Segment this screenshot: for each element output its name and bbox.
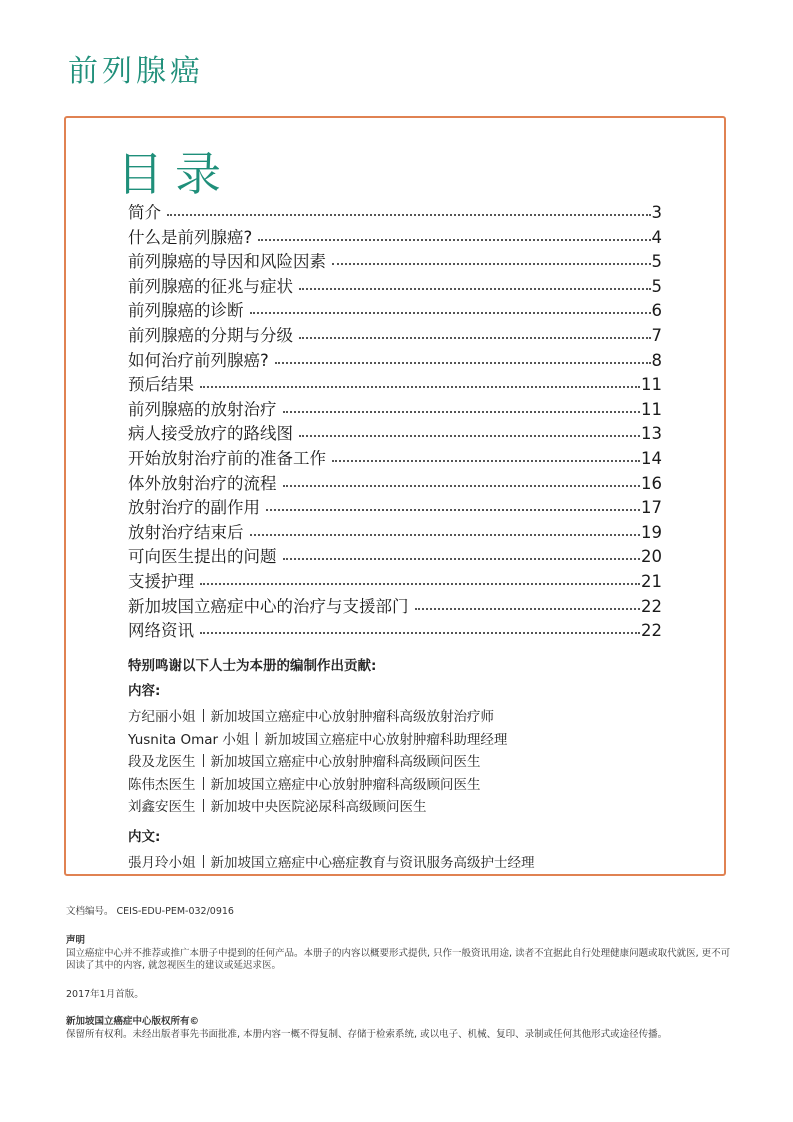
toc-entry-label: 新加坡国立癌症中心的治疗与支援部门	[128, 596, 409, 616]
toc-entry[interactable]	[128, 617, 662, 642]
toc-entry-label: 前列腺癌的诊断	[128, 301, 244, 321]
credit-separator	[203, 855, 204, 868]
toc-dot-leader	[200, 631, 640, 634]
toc-dot-leader	[200, 582, 640, 585]
toc-entry-label: 网络资讯	[128, 621, 194, 641]
credit-line	[128, 796, 688, 819]
toc-entry[interactable]	[128, 396, 662, 421]
credit-line	[128, 751, 688, 774]
toc-entry[interactable]	[128, 273, 662, 298]
credit-name: 刘鑫安医生	[128, 799, 196, 815]
toc-entry-page: 8	[651, 350, 662, 370]
toc-entry-page: 5	[651, 276, 662, 296]
toc-entry[interactable]	[128, 470, 662, 495]
toc-entry-page: 20	[641, 547, 662, 567]
toc-entry-page: 4	[651, 227, 662, 247]
credit-role: 新加坡国立癌症中心癌症教育与资讯服务高级护士经理	[210, 854, 535, 871]
credits-section	[128, 654, 688, 874]
credit-name: 方纪丽小姐	[128, 709, 196, 725]
toc-dot-leader	[283, 484, 641, 487]
toc-entry-page: 5	[651, 252, 662, 272]
toc-entry[interactable]	[128, 371, 662, 396]
toc-entry[interactable]	[128, 519, 662, 544]
toc-entry-label: 可向医生提出的问题	[128, 547, 277, 567]
credit-line	[128, 852, 688, 875]
credit-role: 新加坡国立癌症中心放射肿瘤科高级放射治疗师	[210, 709, 494, 725]
doc-number: 文档编号。 CEIS-EDU-PEM-032/0916	[66, 906, 234, 917]
toc-entry-label: 放射治疗结束后	[128, 522, 244, 542]
toc-entry-page: 13	[641, 424, 662, 444]
toc-entry[interactable]	[128, 420, 662, 445]
toc-entry[interactable]	[128, 494, 662, 519]
toc-entry-page: 16	[641, 473, 662, 493]
toc-dot-leader	[283, 410, 641, 413]
credit-separator	[203, 799, 204, 812]
toc-entry-label: 前列腺癌的放射治疗	[128, 399, 277, 419]
copyright	[66, 1016, 736, 1041]
credit-separator	[203, 754, 204, 767]
toc-entry-page: 21	[641, 571, 662, 591]
toc-entry-page: 11	[641, 375, 662, 395]
toc-dot-leader	[299, 287, 651, 290]
toc-heading: 目录	[117, 147, 233, 201]
toc-dot-leader	[283, 557, 641, 560]
page-title: 前列腺癌	[68, 54, 204, 89]
credit-name: Yusnita Omar 小姐	[128, 731, 250, 748]
toc-dot-leader	[200, 385, 640, 388]
toc-entry-label: 开始放射治疗前的准备工作	[128, 448, 326, 468]
toc-dot-leader	[167, 213, 651, 216]
credit-line	[128, 774, 688, 797]
edition-note: 2017年1月首版。	[66, 989, 144, 1000]
toc-dot-leader	[250, 533, 641, 536]
toc-entry-page: 19	[641, 522, 662, 542]
disclaimer	[66, 935, 736, 973]
toc-dot-leader	[250, 311, 651, 314]
toc-entry-page: 14	[641, 448, 662, 468]
toc-entry-label: 支援护理	[128, 571, 194, 591]
toc-entry-label: 体外放射治疗的流程	[128, 473, 277, 493]
text-people-list	[128, 852, 688, 875]
toc-entry[interactable]	[128, 568, 662, 593]
toc-entry[interactable]	[128, 593, 662, 618]
credit-role: 新加坡国立癌症中心放射肿瘤科高级顾问医生	[210, 754, 481, 770]
toc-entry[interactable]	[128, 297, 662, 322]
credit-separator	[203, 709, 204, 722]
toc-entry-label: 放射治疗的副作用	[128, 498, 260, 518]
toc-entry[interactable]	[128, 543, 662, 568]
content-people-list	[128, 706, 688, 819]
toc-entry-page: 6	[651, 301, 662, 321]
disclaimer-heading: 声明	[66, 935, 86, 946]
credit-name: 段及龙医生	[128, 754, 196, 770]
toc-entry[interactable]	[128, 445, 662, 470]
toc-dot-leader	[299, 434, 640, 437]
copyright-text: 保留所有权利。未经出版者事先书面批准, 本册内容一概不得复制、存储于检索系统, 或以电子、机械、复印、录制或任何其他形式或途径传播。	[66, 1028, 668, 1040]
toc-entry-label: 前列腺癌的征兆与症状	[128, 276, 293, 296]
toc-entry[interactable]	[128, 322, 662, 347]
toc-entry-page: 22	[641, 621, 662, 641]
copyright-heading: 新加坡国立癌症中心版权所有©	[66, 1016, 200, 1027]
credit-role: 新加坡国立癌症中心放射肿瘤科高级顾问医生	[210, 776, 481, 793]
toc-dot-leader	[332, 262, 651, 265]
credit-role: 新加坡国立癌症中心放射肿瘤科助理经理	[264, 731, 508, 748]
credit-name: 張月玲小姐	[128, 854, 196, 871]
toc-entry[interactable]	[128, 224, 662, 249]
toc-entry-page: 17	[641, 498, 662, 518]
toc-entry-label: 什么是前列腺癌?	[128, 227, 253, 247]
credit-name: 陈伟杰医生	[128, 776, 196, 793]
credit-separator	[203, 777, 204, 790]
content-label: 内容:	[128, 683, 161, 699]
credit-role: 新加坡中央医院泌尿科高级顾问医生	[210, 799, 427, 815]
toc-dot-leader	[299, 336, 651, 339]
toc-dot-leader	[258, 238, 650, 241]
credits-heading: 特别鸣谢以下人士为本册的编制作出贡献:	[128, 658, 377, 674]
toc-dot-leader	[266, 508, 640, 511]
toc-entry-page: 22	[641, 596, 662, 616]
toc-entry-label: 预后结果	[128, 375, 194, 395]
text-label: 内文:	[128, 828, 161, 845]
credit-line	[128, 706, 688, 729]
toc-entry[interactable]	[128, 199, 662, 224]
credit-separator	[256, 732, 257, 745]
toc-entry-label: 病人接受放疗的路线图	[128, 424, 293, 444]
toc-list	[128, 199, 662, 642]
toc-entry-label: 如何治疗前列腺癌?	[128, 350, 269, 370]
toc-dot-leader	[332, 459, 640, 462]
toc-dot-leader	[415, 607, 641, 610]
credit-line	[128, 729, 688, 752]
toc-entry-page: 7	[651, 325, 662, 345]
toc-entry[interactable]	[128, 347, 662, 372]
toc-dot-leader	[275, 361, 651, 364]
toc-entry-label: 前列腺癌的分期与分级	[128, 325, 293, 345]
toc-entry-page: 11	[641, 399, 662, 419]
toc-entry-label: 简介	[128, 203, 161, 222]
disclaimer-text: 国立癌症中心并不推荐或推广本册子中提到的任何产品。本册子的内容以概要形式提供, 只作一般资讯用途, 读者不宜据此自行处理健康问题或取代就医, 更不可因读了其中的内容, 就忽视医生的建议或延迟求医。	[66, 947, 731, 971]
toc-entry-label: 前列腺癌的导因和风险因素	[128, 252, 326, 272]
toc-entry-page: 3	[651, 203, 662, 222]
toc-entry[interactable]	[128, 248, 662, 273]
